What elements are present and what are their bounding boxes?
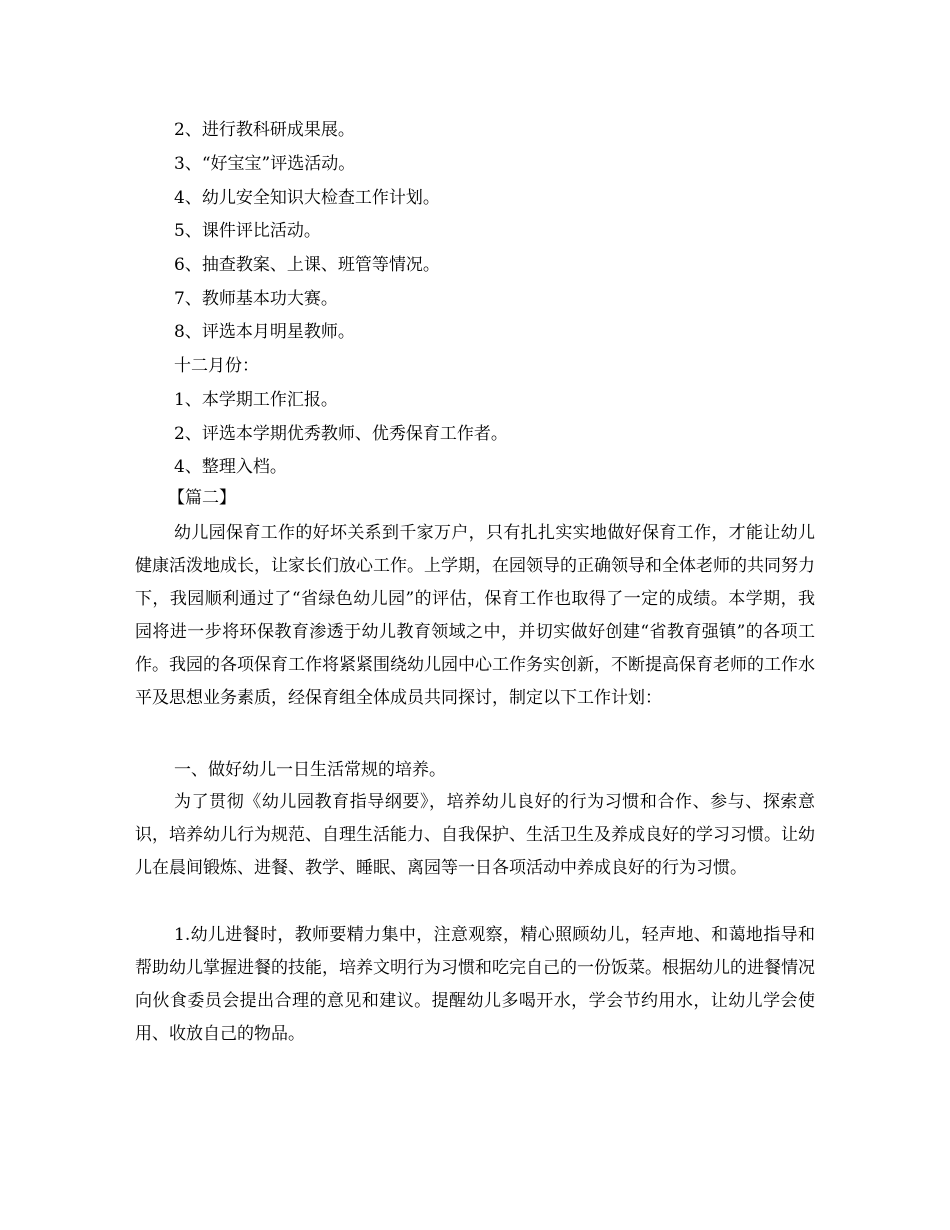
list-item: 2、评选本学期优秀教师、优秀保育工作者。 xyxy=(174,424,508,444)
list-item: 1、本学期工作汇报。 xyxy=(174,390,338,410)
list-item: 4、幼儿安全知识大检查工作计划。 xyxy=(174,188,440,208)
list-item: 7、教师基本功大赛。 xyxy=(174,289,338,309)
list-item: 5、课件评比活动。 xyxy=(174,221,321,241)
section-heading: 一、做好幼儿一日生活常规的培养。 xyxy=(174,760,446,780)
section-title: 【篇二】 xyxy=(168,488,236,508)
list-item: 3、“好宝宝”评选活动。 xyxy=(174,154,356,174)
body-paragraph: 为了贯彻《幼儿园教育指导纲要》，培养幼儿良好的行为习惯和合作、参与、探索意识，培养幼儿行为规范、自理生活能力、自我保护、生活卫生及养成良好的学习习惯。让幼儿在晨间锻炼、进餐、教学、睡眠、离园等一日各项活动中养成良好的行为习惯。 xyxy=(135,792,815,878)
body-paragraph: 1.幼儿进餐时，教师要精力集中，注意观察，精心照顾幼儿，轻声地、和蔼地指导和帮助幼儿掌握进餐的技能，培养文明行为习惯和吃完自己的一份饭菜。根据幼儿的进餐情况向伙食委员会提出合理的意见和建议。提醒幼儿多喝开水，学会节约用水，让幼儿学会使用、收放自己的物品。 xyxy=(135,925,815,1044)
month-heading: 十二月份： xyxy=(174,356,259,376)
intro-paragraph: 幼儿园保育工作的好坏关系到千家万户，只有扎扎实实地做好保育工作，才能让幼儿健康活泼地成长，让家长们放心工作。上学期，在园领导的正确领导和全体老师的共同努力下，我园顺利通过了“省绿色幼儿园”的评估，保育工作也取得了一定的成绩。本学期，我园将进一步将环保教育渗透于幼儿教育领域之中，并切实做好创建“省教育强镇”的各项工作。我园的各项保育工作将紧紧围绕幼儿园中心工作务实创新，不断提高保育老师的工作水平及思想业务素质，经保育组全体成员共同探讨，制定以下工作计划： xyxy=(135,523,815,708)
list-item: 6、抽查教案、上课、班管等情况。 xyxy=(174,255,440,275)
list-item: 2、进行教科研成果展。 xyxy=(174,120,355,140)
list-item: 8、评选本月明星教师。 xyxy=(174,322,355,342)
list-item: 4、整理入档。 xyxy=(174,457,287,477)
